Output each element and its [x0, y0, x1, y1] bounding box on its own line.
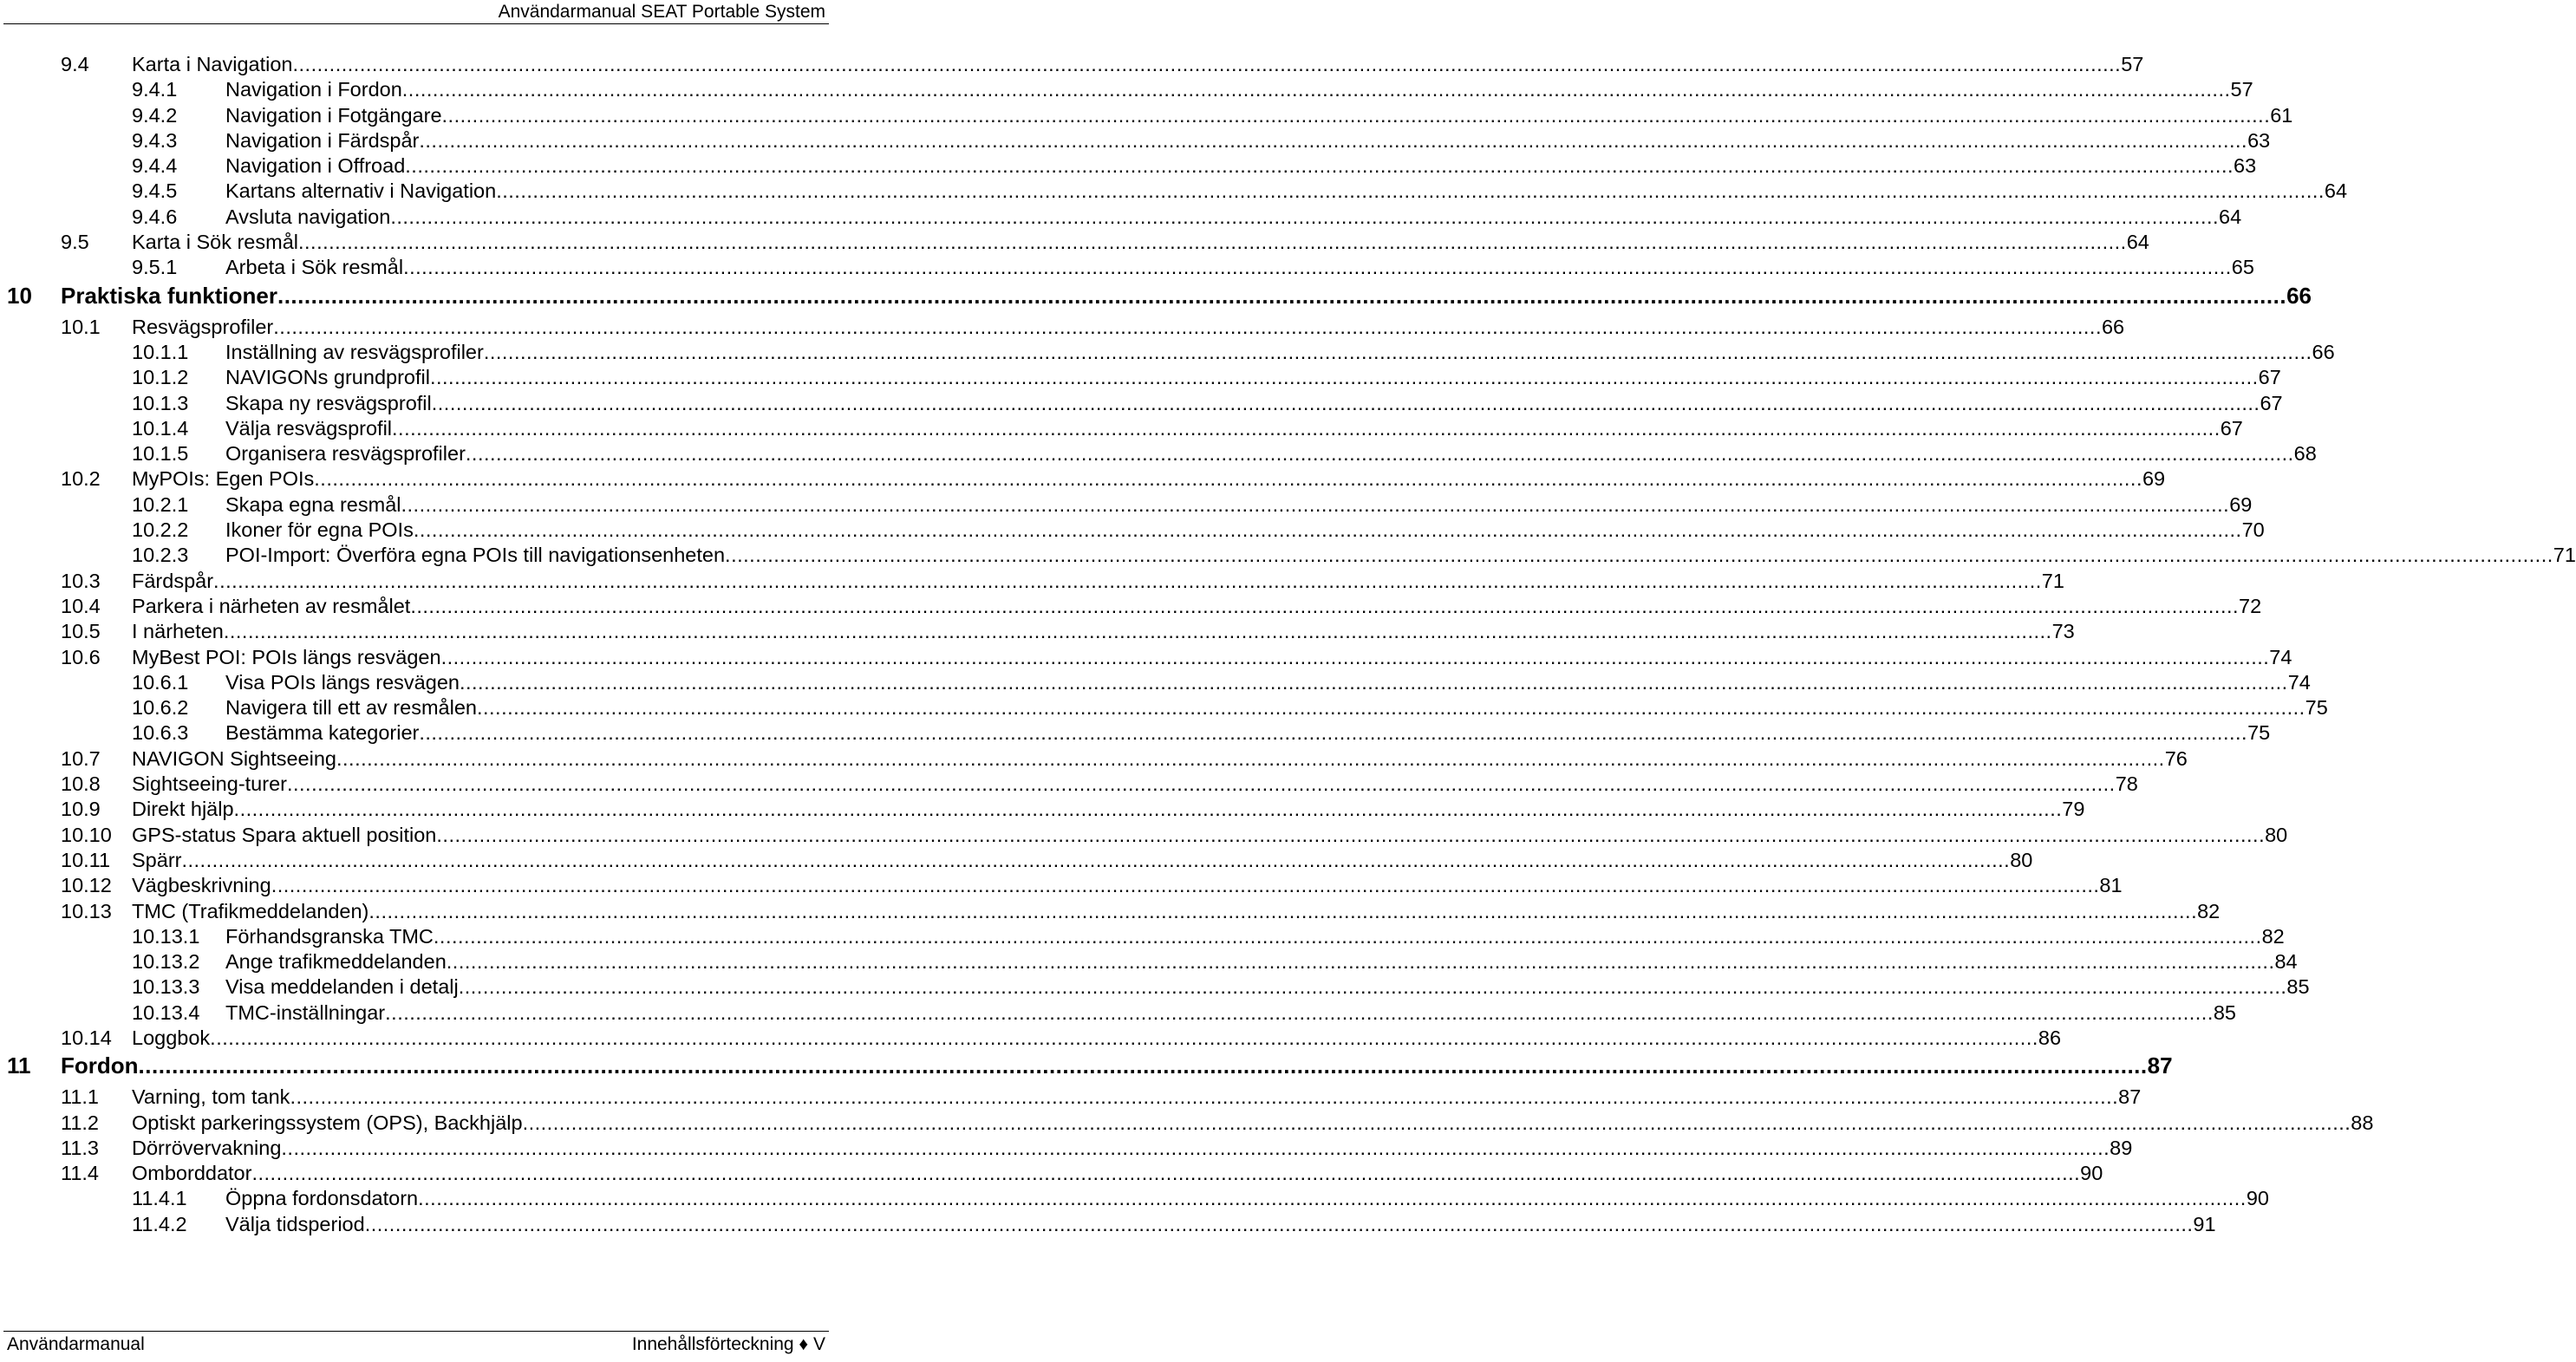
- toc-dot-leader: ............................................................................................................................................................................................................................................................................................................: [138, 1052, 2148, 1079]
- toc-dot-leader: ............................................................................................................................................................................................................................................................................................................: [385, 1000, 2214, 1024]
- toc-entry-title: Skapa egna resmål: [225, 492, 401, 516]
- header-rule: [3, 23, 829, 24]
- toc-page-number: 57: [2121, 53, 2144, 75]
- toc-entry-number: 10.13.4: [132, 1000, 200, 1024]
- toc-page-number: 82: [2197, 899, 2221, 922]
- toc-entry-title: POI-Import: Överföra egna POIs till navigationsenheten: [225, 544, 726, 567]
- toc-entry-number: 10.6.1: [132, 670, 189, 694]
- toc-page-number: 67: [2220, 416, 2243, 440]
- toc-dot-leader: ............................................................................................................................................................................................................................................................................................................: [429, 366, 2259, 389]
- toc-entry-number: 10.10: [61, 823, 112, 846]
- toc-page-number: 73: [2051, 620, 2075, 643]
- toc-entry-row[interactable]: [0, 645, 2292, 670]
- toc-page-number: 72: [2239, 594, 2262, 617]
- toc-entry-link[interactable]: [132, 1026, 2062, 1051]
- toc-entry-row[interactable]: [0, 153, 2257, 179]
- toc-dot-leader: ............................................................................................................................................................................................................................................................................................................: [496, 179, 2325, 203]
- toc-entry-link[interactable]: [225, 924, 2285, 949]
- toc-entry-number: 10: [7, 282, 32, 309]
- toc-entry-number: 10.8: [61, 772, 101, 796]
- toc-dot-leader: ............................................................................................................................................................................................................................................................................................................: [251, 1162, 2081, 1185]
- toc-entry-title: Skapa ny resvägsprofil: [225, 391, 432, 414]
- toc-entry-title: Avsluta navigation: [225, 205, 391, 228]
- toc-entry-link[interactable]: [61, 281, 2312, 311]
- toc-entry-number: 11.3: [61, 1136, 99, 1159]
- toc-entry-row[interactable]: [0, 340, 2335, 365]
- toc-entry-number: 9.5.1: [132, 256, 178, 279]
- toc-entry-number: 10.11: [61, 848, 111, 871]
- toc-entry-link[interactable]: [132, 848, 2033, 873]
- toc-dot-leader: ............................................................................................................................................................................................................................................................................................................: [181, 848, 2011, 871]
- toc-entry-number: 11.1: [61, 1085, 99, 1109]
- toc-entry-number: 10.1.3: [132, 391, 189, 414]
- toc-entry-row[interactable]: [0, 1161, 2103, 1186]
- toc-entry-title: Sightseeing-turer: [132, 772, 287, 796]
- toc-entry-link[interactable]: [61, 1051, 2173, 1081]
- footer-rule: [3, 1331, 829, 1332]
- toc-page-number: 81: [2099, 874, 2123, 897]
- toc-entry-title: Vägbeskrivning: [132, 874, 271, 897]
- toc-dot-leader: ............................................................................................................................................................................................................................................................................................................: [364, 1212, 2194, 1235]
- toc-entry-link[interactable]: [132, 619, 2075, 644]
- toc-entry-link[interactable]: [225, 205, 2242, 230]
- toc-chapter-row[interactable]: [0, 1051, 2173, 1085]
- toc-entry-link[interactable]: [132, 1161, 2103, 1186]
- toc-entry-link[interactable]: [225, 365, 2281, 390]
- toc-dot-leader: ............................................................................................................................................................................................................................................................................................................: [286, 772, 2116, 796]
- toc-page-number: 88: [2351, 1111, 2374, 1134]
- toc-entry-row[interactable]: [0, 466, 2166, 492]
- header-title: Användarmanual SEAT Portable System: [498, 2, 825, 22]
- toc-dot-leader: ............................................................................................................................................................................................................................................................................................................: [290, 1085, 2119, 1109]
- toc-entry-number: 10.13.3: [132, 975, 200, 999]
- toc-entry-number: 9.4.6: [132, 205, 178, 228]
- toc-entry-number: 10.4: [61, 594, 101, 617]
- table-of-contents: [0, 52, 2576, 1237]
- toc-entry-link[interactable]: [132, 230, 2149, 255]
- toc-entry-title: Bestämma kategorier: [225, 721, 420, 745]
- toc-entry-title: Dörrövervakning: [132, 1136, 282, 1159]
- toc-entry-number: 10.9: [61, 798, 101, 821]
- toc-entry-title: Navigation i Färdspår: [225, 128, 420, 152]
- toc-entry-row[interactable]: [0, 1085, 2142, 1110]
- toc-entry-row[interactable]: [0, 128, 2271, 153]
- toc-entry-title: Omborddator: [132, 1162, 252, 1185]
- toc-page-number: 70: [2241, 518, 2265, 542]
- toc-page-number: 64: [2126, 231, 2149, 254]
- toc-entry-link[interactable]: [132, 594, 2262, 619]
- toc-entry-number: 9.4.4: [132, 154, 178, 178]
- toc-dot-leader: ............................................................................................................................................................................................................................................................................................................: [273, 315, 2102, 338]
- toc-entry-number: 11.4.2: [132, 1212, 187, 1235]
- toc-dot-leader: ............................................................................................................................................................................................................................................................................................................: [433, 924, 2262, 948]
- toc-entry-title: Visa meddelanden i detalj: [225, 975, 459, 999]
- toc-page-number: 66: [2312, 340, 2335, 363]
- toc-page-number: 64: [2324, 179, 2348, 203]
- toc-dot-leader: ............................................................................................................................................................................................................................................................................................................: [413, 518, 2242, 542]
- toc-page-number: 85: [2286, 975, 2310, 999]
- toc-entry-title: Färdspår: [132, 569, 214, 592]
- toc-entry-link[interactable]: [225, 974, 2310, 1000]
- toc-entry-link[interactable]: [132, 746, 2188, 772]
- toc-entry-row[interactable]: [0, 899, 2221, 924]
- toc-dot-leader: ............................................................................................................................................................................................................................................................................................................: [401, 492, 2230, 516]
- toc-entry-link[interactable]: [225, 949, 2298, 974]
- toc-entry-title: Optiskt parkeringssystem (OPS), Backhjälp: [132, 1111, 523, 1134]
- toc-entry-row[interactable]: [0, 391, 2283, 416]
- toc-entry-row[interactable]: [0, 1000, 2236, 1026]
- toc-entry-title: Visa POIs längs resvägen: [225, 670, 460, 694]
- toc-entry-number: 10.6.2: [132, 696, 189, 720]
- toc-entry-link[interactable]: [225, 103, 2293, 128]
- toc-dot-leader: ............................................................................................................................................................................................................................................................................................................: [336, 746, 2165, 770]
- toc-entry-row[interactable]: [0, 315, 2125, 340]
- toc-entry-number: 10.13.2: [132, 950, 200, 974]
- toc-entry-title: Navigation i Offroad: [225, 154, 406, 178]
- toc-entry-row[interactable]: [0, 103, 2293, 128]
- toc-entry-link[interactable]: [132, 873, 2123, 898]
- toc-entry-title: Resvägsprofiler: [132, 315, 274, 338]
- toc-entry-number: 11: [7, 1052, 31, 1079]
- toc-dot-leader: ............................................................................................................................................................................................................................................................................................................: [368, 899, 2198, 922]
- toc-page-number: 74: [2287, 670, 2311, 694]
- toc-entry-link[interactable]: [225, 695, 2328, 720]
- footer-right-text: Innehållsförteckning ♦ V: [631, 1334, 825, 1354]
- toc-entry-number: 11.4: [61, 1162, 99, 1185]
- toc-entry-title: Praktiska funktioner: [61, 282, 277, 309]
- toc-entry-title: NAVIGON Sightseeing: [132, 746, 336, 770]
- toc-chapter-row[interactable]: [0, 281, 2312, 315]
- toc-dot-leader: ............................................................................................................................................................................................................................................................................................................: [292, 53, 2122, 75]
- toc-page-number: 67: [2260, 391, 2283, 414]
- toc-entry-row[interactable]: [0, 619, 2075, 644]
- toc-entry-row[interactable]: [0, 1186, 2269, 1211]
- toc-page-number: 57: [2230, 78, 2253, 101]
- toc-entry-link[interactable]: [225, 1186, 2269, 1211]
- toc-entry-row[interactable]: [0, 52, 2144, 77]
- toc-entry-title: Karta i Navigation: [132, 53, 293, 75]
- toc-dot-leader: ............................................................................................................................................................................................................................................................................................................: [441, 103, 2271, 127]
- toc-entry-title: Välja resvägsprofil: [225, 416, 393, 440]
- toc-dot-leader: ............................................................................................................................................................................................................................................................................................................: [390, 205, 2220, 228]
- toc-page-number: 64: [2219, 205, 2242, 228]
- toc-entry-row[interactable]: [0, 230, 2149, 255]
- toc-dot-leader: ............................................................................................................................................................................................................................................................................................................: [392, 416, 2221, 440]
- page-footer: [0, 1327, 832, 1362]
- toc-entry-number: 10.1.4: [132, 416, 189, 440]
- toc-entry-number: 9.4: [61, 53, 89, 75]
- toc-page-number: 82: [2261, 924, 2285, 948]
- toc-dot-leader: ............................................................................................................................................................................................................................................................................................................: [314, 467, 2142, 491]
- toc-entry-link[interactable]: [225, 128, 2271, 153]
- toc-page-number: 78: [2115, 772, 2138, 796]
- toc-entry-title: Spärr: [132, 848, 182, 871]
- toc-entry-link[interactable]: [132, 466, 2166, 492]
- toc-dot-leader: ............................................................................................................................................................................................................................................................................................................: [403, 256, 2232, 279]
- toc-entry-link[interactable]: [132, 772, 2138, 797]
- toc-dot-leader: ............................................................................................................................................................................................................................................................................................................: [277, 282, 2287, 309]
- toc-page-number: 87: [2147, 1052, 2173, 1079]
- toc-page-number: 90: [2080, 1162, 2103, 1185]
- toc-dot-leader: ............................................................................................................................................................................................................................................................................................................: [465, 442, 2294, 466]
- toc-entry-title: Navigation i Fotgängare: [225, 103, 442, 127]
- toc-entry-row[interactable]: [0, 77, 2253, 102]
- toc-entry-title: Karta i Sök resmål: [132, 231, 298, 254]
- toc-dot-leader: ............................................................................................................................................................................................................................................................................................................: [458, 975, 2287, 999]
- toc-dot-leader: ............................................................................................................................................................................................................................................................................................................: [233, 798, 2063, 821]
- toc-entry-title: MyBest POI: POIs längs resvägen: [132, 645, 441, 668]
- toc-entry-row[interactable]: [0, 492, 2253, 518]
- toc-page-number: 63: [2247, 128, 2271, 152]
- toc-entry-number: 10.14: [61, 1026, 112, 1049]
- toc-page-number: 67: [2258, 366, 2281, 389]
- toc-entry-number: 10.13.1: [132, 924, 200, 948]
- toc-entry-link[interactable]: [225, 441, 2317, 466]
- toc-entry-title: Förhandsgranska TMC: [225, 924, 434, 948]
- toc-entry-link[interactable]: [225, 1212, 2216, 1237]
- toc-dot-leader: ............................................................................................................................................................................................................................................................................................................: [431, 391, 2260, 414]
- toc-entry-row[interactable]: [0, 365, 2281, 390]
- toc-entry-row[interactable]: [0, 518, 2265, 543]
- toc-entry-number: 10.1.1: [132, 340, 189, 363]
- footer-left-text: Användarmanual: [7, 1334, 145, 1354]
- toc-dot-leader: ............................................................................................................................................................................................................................................................................................................: [297, 231, 2127, 254]
- toc-entry-title: TMC-inställningar: [225, 1000, 386, 1024]
- toc-page-number: 71: [2553, 544, 2576, 567]
- toc-entry-title: Fordon: [61, 1052, 139, 1079]
- toc-page-number: 69: [2142, 467, 2166, 491]
- toc-entry-link[interactable]: [132, 899, 2221, 924]
- toc-entry-link[interactable]: [225, 416, 2243, 441]
- toc-page-number: 61: [2270, 103, 2293, 127]
- toc-page-number: 63: [2234, 154, 2257, 178]
- toc-entry-link[interactable]: [225, 255, 2254, 280]
- toc-page-number: 71: [2041, 569, 2064, 592]
- toc-entry-link[interactable]: [225, 492, 2253, 518]
- toc-dot-leader: ............................................................................................................................................................................................................................................................................................................: [522, 1111, 2351, 1134]
- toc-entry-title: TMC (Trafikmeddelanden): [132, 899, 369, 922]
- toc-entry-row[interactable]: [0, 720, 2271, 746]
- toc-entry-title: GPS-status Spara aktuell position: [132, 823, 437, 846]
- toc-entry-row[interactable]: [0, 594, 2262, 619]
- toc-entry-number: 9.4.3: [132, 128, 178, 152]
- toc-dot-leader: ............................................................................................................................................................................................................................................................................................................: [418, 1187, 2247, 1210]
- toc-entry-number: 10.13: [61, 899, 112, 922]
- toc-entry-link[interactable]: [132, 569, 2064, 594]
- toc-entry-number: 9.4.5: [132, 179, 178, 203]
- toc-entry-title: Arbeta i Sök resmål: [225, 256, 404, 279]
- toc-entry-link[interactable]: [132, 1111, 2374, 1136]
- toc-entry-link[interactable]: [225, 153, 2257, 179]
- toc-page-number: 76: [2164, 746, 2188, 770]
- toc-entry-title: Ange trafikmeddelanden: [225, 950, 447, 974]
- toc-entry-number: 9.4.2: [132, 103, 178, 127]
- toc-entry-link[interactable]: [225, 179, 2348, 204]
- toc-entry-row[interactable]: [0, 543, 2576, 568]
- toc-entry-title: Navigera till ett av resmålen: [225, 696, 477, 720]
- toc-entry-number: 10.2.2: [132, 518, 189, 542]
- toc-entry-link[interactable]: [132, 823, 2288, 848]
- toc-entry-number: 10.3: [61, 569, 101, 592]
- toc-entry-number: 9.4.1: [132, 78, 178, 101]
- toc-entry-number: 10.12: [61, 874, 112, 897]
- toc-dot-leader: ............................................................................................................................................................................................................................................................................................................: [410, 594, 2240, 617]
- toc-entry-row[interactable]: [0, 746, 2188, 772]
- toc-entry-link[interactable]: [225, 340, 2335, 365]
- toc-entry-row[interactable]: [0, 205, 2242, 230]
- toc-entry-link[interactable]: [132, 52, 2144, 77]
- toc-entry-title: Ikoner för egna POIs: [225, 518, 414, 542]
- toc-dot-leader: ............................................................................................................................................................................................................................................................................................................: [459, 670, 2288, 694]
- toc-dot-leader: ............................................................................................................................................................................................................................................................................................................: [446, 950, 2275, 974]
- toc-page-number: 79: [2062, 798, 2085, 821]
- toc-dot-leader: ............................................................................................................................................................................................................................................................................................................: [405, 154, 2234, 178]
- toc-entry-number: 9.5: [61, 231, 89, 254]
- toc-entry-row[interactable]: [0, 873, 2123, 898]
- toc-entry-row[interactable]: [0, 1212, 2216, 1237]
- toc-entry-link[interactable]: [225, 670, 2311, 695]
- toc-entry-number: 10.7: [61, 746, 101, 770]
- toc-entry-row[interactable]: [0, 569, 2064, 594]
- toc-page-number: 66: [2101, 315, 2125, 338]
- toc-page-number: 80: [2265, 823, 2288, 846]
- toc-dot-leader: ............................................................................................................................................................................................................................................................................................................: [213, 569, 2042, 592]
- toc-entry-title: MyPOIs: Egen POIs: [132, 467, 315, 491]
- toc-page-number: 86: [2038, 1026, 2062, 1049]
- toc-entry-row[interactable]: [0, 1111, 2374, 1136]
- toc-entry-link[interactable]: [225, 77, 2253, 102]
- toc-entry-row[interactable]: [0, 670, 2311, 695]
- toc-entry-link[interactable]: [225, 543, 2576, 568]
- toc-dot-leader: ............................................................................................................................................................................................................................................................................................................: [401, 78, 2231, 101]
- toc-dot-leader: ............................................................................................................................................................................................................................................................................................................: [476, 696, 2305, 720]
- toc-dot-leader: ............................................................................................................................................................................................................................................................................................................: [281, 1136, 2110, 1159]
- toc-entry-title: Välja tidsperiod: [225, 1212, 365, 1235]
- toc-entry-link[interactable]: [132, 1085, 2142, 1110]
- toc-dot-leader: ............................................................................................................................................................................................................................................................................................................: [483, 340, 2312, 363]
- toc-entry-number: 10.6.3: [132, 721, 189, 745]
- toc-entry-number: 10.6: [61, 645, 101, 668]
- toc-entry-title: Kartans alternativ i Navigation: [225, 179, 497, 203]
- toc-entry-number: 10.2.3: [132, 544, 189, 567]
- toc-entry-number: 11.2: [61, 1111, 99, 1134]
- toc-entry-number: 10.1: [61, 315, 101, 338]
- toc-entry-row[interactable]: [0, 924, 2285, 949]
- toc-page-number: 84: [2274, 950, 2298, 974]
- toc-entry-row[interactable]: [0, 255, 2254, 280]
- toc-entry-row[interactable]: [0, 441, 2317, 466]
- toc-entry-link[interactable]: [132, 645, 2292, 670]
- toc-dot-leader: ............................................................................................................................................................................................................................................................................................................: [440, 645, 2270, 668]
- toc-entry-row[interactable]: [0, 823, 2288, 848]
- toc-entry-row[interactable]: [0, 1136, 2133, 1161]
- toc-dot-leader: ............................................................................................................................................................................................................................................................................................................: [419, 721, 2248, 745]
- toc-entry-number: 11.4.1: [132, 1187, 187, 1210]
- toc-entry-number: 10.1.2: [132, 366, 189, 389]
- toc-entry-row[interactable]: [0, 848, 2033, 873]
- toc-dot-leader: ............................................................................................................................................................................................................................................................................................................: [436, 823, 2266, 846]
- toc-entry-title: Navigation i Fordon: [225, 78, 402, 101]
- toc-entry-row[interactable]: [0, 416, 2243, 441]
- toc-page-number: 75: [2247, 721, 2271, 745]
- toc-entry-row[interactable]: [0, 772, 2138, 797]
- toc-page-number: 80: [2010, 848, 2033, 871]
- toc-entry-title: Varning, tom tank: [132, 1085, 290, 1109]
- toc-entry-link[interactable]: [225, 391, 2283, 416]
- toc-entry-row[interactable]: [0, 797, 2085, 822]
- toc-entry-title: Öppna fordonsdatorn: [225, 1187, 419, 1210]
- toc-page-number: 69: [2229, 492, 2253, 516]
- toc-dot-leader: ............................................................................................................................................................................................................................................................................................................: [210, 1026, 2038, 1049]
- toc-entry-title: Loggbok: [132, 1026, 211, 1049]
- toc-page-number: 75: [2305, 696, 2328, 720]
- toc-dot-leader: ............................................................................................................................................................................................................................................................................................................: [271, 874, 2100, 897]
- toc-entry-row[interactable]: [0, 695, 2328, 720]
- toc-entry-title: NAVIGONs grundprofil: [225, 366, 430, 389]
- toc-entry-title: I närheten: [132, 620, 224, 643]
- toc-entry-row[interactable]: [0, 179, 2348, 204]
- toc-dot-leader: ............................................................................................................................................................................................................................................................................................................: [725, 544, 2553, 567]
- toc-page-number: 74: [2269, 645, 2292, 668]
- toc-entry-row[interactable]: [0, 1026, 2062, 1051]
- toc-entry-title: Parkera i närheten av resmålet: [132, 594, 411, 617]
- toc-page-number: 65: [2231, 256, 2254, 279]
- toc-entry-number: 10.5: [61, 620, 101, 643]
- toc-entry-row[interactable]: [0, 974, 2310, 1000]
- toc-entry-number: 10.2.1: [132, 492, 189, 516]
- toc-page-number: 89: [2110, 1136, 2133, 1159]
- toc-dot-leader: ............................................................................................................................................................................................................................................................................................................: [419, 128, 2248, 152]
- toc-page-number: 91: [2193, 1212, 2216, 1235]
- toc-entry-row[interactable]: [0, 949, 2298, 974]
- toc-entry-link[interactable]: [225, 720, 2271, 746]
- toc-page-number: 68: [2293, 442, 2317, 466]
- page-header: [0, 0, 832, 26]
- toc-entry-link[interactable]: [225, 518, 2265, 543]
- toc-page-number: 87: [2118, 1085, 2142, 1109]
- toc-entry-title: Direkt hjälp: [132, 798, 234, 821]
- toc-entry-number: 10.1.5: [132, 442, 189, 466]
- toc-page-number: 66: [2286, 282, 2312, 309]
- toc-entry-title: Organisera resvägsprofiler: [225, 442, 466, 466]
- toc-dot-leader: ............................................................................................................................................................................................................................................................................................................: [223, 620, 2052, 643]
- toc-page-number: 85: [2213, 1000, 2236, 1024]
- toc-entry-title: Inställning av resvägsprofiler: [225, 340, 484, 363]
- toc-entry-link[interactable]: [132, 315, 2125, 340]
- toc-entry-link[interactable]: [132, 1136, 2133, 1161]
- toc-page-number: 90: [2246, 1187, 2269, 1210]
- toc-entry-link[interactable]: [132, 797, 2085, 822]
- toc-entry-link[interactable]: [225, 1000, 2236, 1026]
- toc-entry-number: 10.2: [61, 467, 101, 491]
